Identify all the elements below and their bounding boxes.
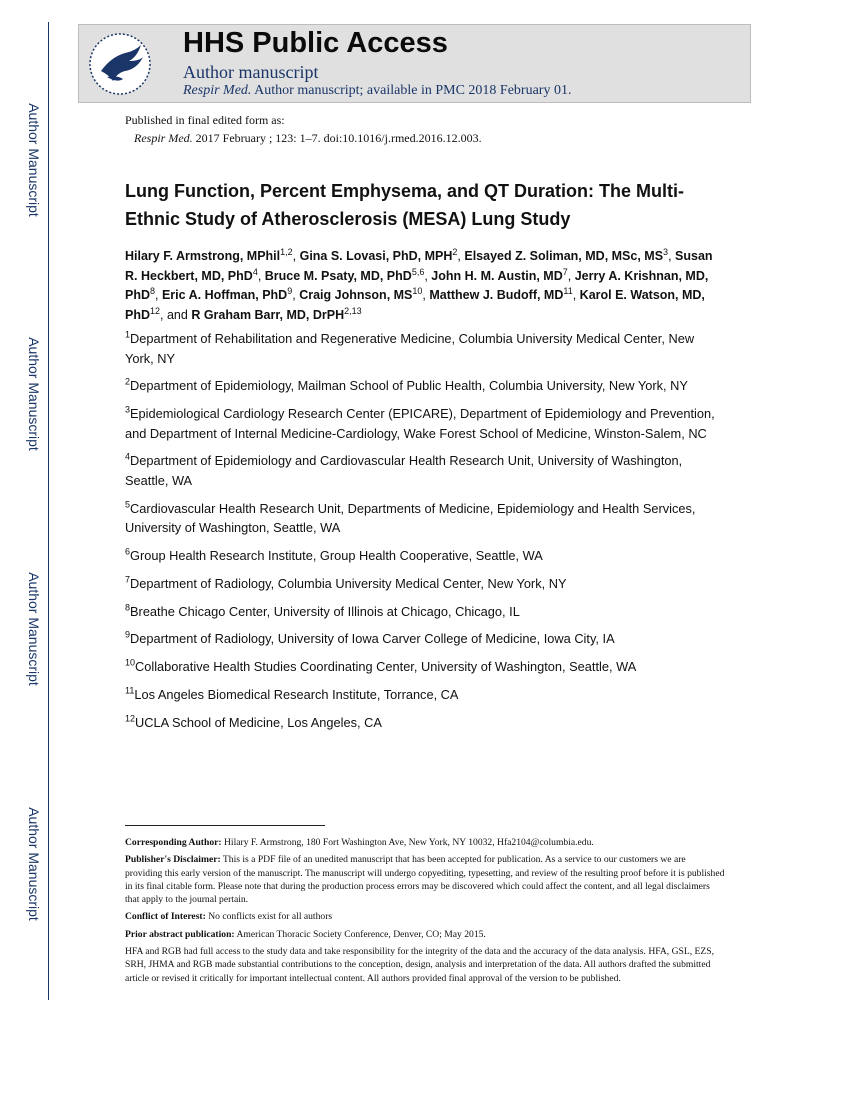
affiliation-text: Department of Radiology, Columbia University Medical Center, New York, NY <box>130 575 567 591</box>
affiliation-item <box>125 451 725 490</box>
footnote-rule <box>125 825 325 826</box>
author-affiliation-ref: 9 <box>287 285 293 296</box>
affiliation-text: Epidemiological Cardiology Research Center (EPICARE), Department of Epidemiology and Prevention, and Department of Internal Medicine-Cardiology, Wake Forest School of Medicine, Winston-Salem, NC <box>125 406 715 441</box>
affiliation-number: 11 <box>125 685 135 696</box>
author-affiliation-ref: 10 <box>412 285 423 296</box>
author-separator: , <box>155 288 162 302</box>
side-label-2: Author Manuscript <box>26 337 42 451</box>
footnotes <box>125 836 725 989</box>
affiliation-number: 12 <box>125 713 136 724</box>
author-name: Elsayed Z. Soliman, MD, MSc, MS <box>464 249 664 263</box>
affiliation-item <box>125 713 725 733</box>
author-affiliation-ref: 12 <box>150 305 161 316</box>
affiliation-number: 6 <box>125 546 131 557</box>
author-separator: , <box>457 249 465 263</box>
header-journal: Respir Med. <box>183 83 252 98</box>
author-list <box>125 247 725 325</box>
affiliation-item <box>125 602 725 622</box>
affiliation-number: 10 <box>125 657 136 668</box>
author-name: R Graham Barr, MD, DrPH <box>191 307 345 322</box>
affiliation-number: 7 <box>125 574 131 585</box>
author-separator: , <box>292 288 300 302</box>
header-title: HHS Public Access <box>183 27 448 59</box>
affiliation-number: 1 <box>125 329 131 340</box>
hhs-eagle-logo-icon <box>87 31 153 97</box>
published-intro: Published in final edited form as: <box>125 113 285 127</box>
author-separator: , <box>257 268 265 283</box>
affiliation-text: Los Angeles Biomedical Research Institute, Torrance, CA <box>134 686 459 702</box>
affiliation-text: Group Health Research Institute, Group Health Cooperative, Seattle, WA <box>130 547 543 563</box>
affiliation-number: 2 <box>125 377 131 388</box>
author-separator: , <box>160 307 167 322</box>
author-name: Susan R. Heckbert, MD, PhD <box>125 249 713 283</box>
author-separator: , <box>424 268 432 283</box>
affiliation-item <box>125 376 725 396</box>
affiliation-number: 5 <box>125 499 131 510</box>
published-citation <box>125 129 482 147</box>
affiliation-text: Department of Radiology, University of Iowa Carver College of Medicine, Iowa City, IA <box>130 631 615 647</box>
affiliation-item <box>125 499 725 538</box>
author-affiliation-ref: 4 <box>252 266 258 277</box>
author-affiliation-ref: 8 <box>150 285 156 296</box>
author-name: Karol E. Watson, MD, PhD <box>125 288 705 322</box>
prior-abstract: Prior abstract publication: American Thoracic Society Conference, Denver, CO; May 2015. <box>125 928 486 940</box>
author-name: Craig Johnson, MS <box>299 288 413 302</box>
author-separator: , <box>292 249 300 263</box>
affiliation-number: 8 <box>125 602 131 613</box>
affiliation-text: Department of Epidemiology and Cardiovascular Health Research Unit, University of Washington, Seattle, WA <box>125 453 683 488</box>
author-name: Eric A. Hoffman, PhD <box>161 288 288 302</box>
author-separator: , <box>422 288 430 302</box>
affiliation-number: 3 <box>125 404 131 415</box>
author-name: John H. M. Austin, MD <box>431 268 563 283</box>
author-affiliation-ref: 3 <box>663 246 669 257</box>
affiliation-text: Collaborative Health Studies Coordinating Center, University of Washington, Seattle, WA <box>135 659 637 675</box>
affiliation-number: 4 <box>125 452 131 463</box>
affiliation-number: 9 <box>125 630 131 641</box>
author-affiliation-ref: 5,6 <box>411 266 425 277</box>
affiliation-text: Breathe Chicago Center, University of Illinois at Chicago, Chicago, IL <box>130 603 520 619</box>
author-and: and <box>166 307 188 322</box>
author-separator: , <box>567 268 575 283</box>
author-contributions: HFA and RGB had full access to the study data and take responsibility for the integrity of the data and the accuracy of the data analysis. HFA, GSL, EZS, SRH, JHMA and RGB made substantial contributions to the conception, design, analysis and interpretation of the data. All authors drafted the submitted article or revised it critically for important intellectual content. All authors provided final approval of the version to be published. <box>125 946 714 984</box>
author-name: Bruce M. Psaty, MD, PhD <box>264 268 412 283</box>
header-availability <box>183 83 571 99</box>
article-title: Lung Function, Percent Emphysema, and QT Duration: The Multi-Ethnic Study of Atherosclerosis (MESA) Lung Study <box>125 181 685 229</box>
published-journal: Respir Med. <box>134 131 193 145</box>
author-affiliation-ref: 2,13 <box>344 305 362 316</box>
author-name: Hilary F. Armstrong, MPhil <box>125 249 281 263</box>
corresponding-author: Corresponding Author: Hilary F. Armstrong, 180 Fort Washington Ave, New York, NY 10032, Hfa2104@columbia.edu. <box>125 837 594 848</box>
affiliation-item <box>125 629 725 649</box>
hhs-header <box>78 24 751 103</box>
author-name: Matthew J. Budoff, MD <box>429 288 564 302</box>
affiliation-text: Department of Rehabilitation and Regenerative Medicine, Columbia University Medical Center, New York, NY <box>125 331 695 366</box>
author-affiliation-ref: 2 <box>452 246 458 257</box>
publisher-disclaimer: Publisher's Disclaimer: This is a PDF file of an unedited manuscript that has been accepted for publication. As a service to our customers we are providing this early version of the manuscript. The manuscript will undergo copyediting, typesetting, and review of the resulting proof before it is published in its final citable form. Please note that during the production process errors may be discovered which could affect the content, and all legal disclaimers that apply to the journal pertain. <box>125 854 725 906</box>
conflict-of-interest: Conflict of Interest: No conflicts exist for all authors <box>125 911 333 923</box>
author-separator: , <box>572 288 580 302</box>
author-name: Jerry A. Krishnan, MD, PhD <box>125 268 709 302</box>
side-label-3: Author Manuscript <box>26 572 42 686</box>
header-subtitle: Author manuscript <box>183 62 319 82</box>
header-availability-text: Author manuscript; available in PMC 2018 February 01. <box>254 83 572 98</box>
affiliation-item <box>125 404 725 443</box>
author-affiliation-ref: 11 <box>563 285 573 296</box>
published-citation-text: 2017 February ; 123: 1–7. doi:10.1016/j.rmed.2016.12.003. <box>195 131 482 145</box>
affiliation-text: Department of Epidemiology, Mailman School of Public Health, Columbia University, New York, NY <box>130 378 688 394</box>
author-affiliation-ref: 7 <box>562 266 568 277</box>
affiliation-item <box>125 657 725 677</box>
published-in <box>125 111 482 147</box>
side-rule <box>48 22 49 1000</box>
affiliation-text: UCLA School of Medicine, Los Angeles, CA <box>135 714 382 730</box>
affiliation-item <box>125 546 725 566</box>
author-name: Gina S. Lovasi, PhD, MPH <box>299 249 453 263</box>
affiliation-item <box>125 574 725 594</box>
affiliation-item <box>125 685 725 705</box>
author-separator: , <box>668 249 676 263</box>
affiliation-text: Cardiovascular Health Research Unit, Departments of Medicine, Epidemiology and Health Services, University of Washington, Seattle, WA <box>125 500 696 536</box>
side-label-4: Author Manuscript <box>26 807 42 921</box>
affiliation-item <box>125 329 725 368</box>
affiliation-list <box>125 329 725 741</box>
author-affiliation-ref: 1,2 <box>280 246 293 257</box>
side-label-1: Author Manuscript <box>26 103 42 217</box>
